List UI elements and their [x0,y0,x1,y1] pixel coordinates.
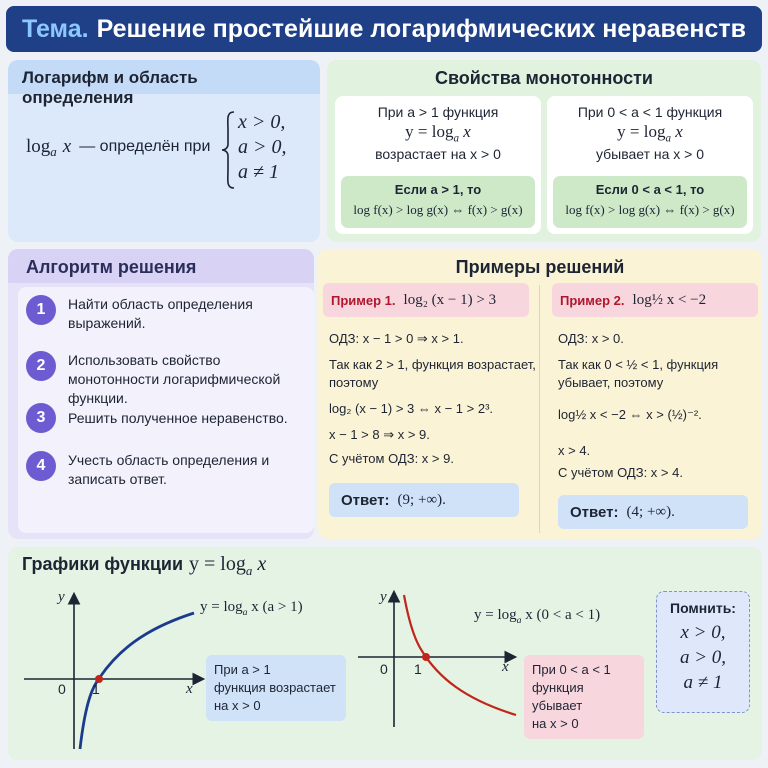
g1-y-label: y [58,589,65,605]
example-2-line: убывает, поэтому [558,375,664,390]
dec-rule: log f(x) > log g(x) ⇔ f(x) > g(x) [565,202,735,217]
dec-formula-main: y = log [617,122,666,141]
condition-a-ne1: a ≠ 1 [238,161,279,183]
monotonicity-title: Свойства монотонности [434,68,653,88]
g2-zero: 0 [380,661,388,677]
example-2-line: С учётом ОДЗ: x > 4. [558,465,683,480]
remember-title: Помнить: [670,600,736,616]
g1-zero: 0 [58,681,66,697]
example-1-label: Пример 1. [331,292,396,308]
step-number: 1 [26,295,56,325]
example-2 [552,283,758,533]
page-header [6,6,762,52]
example-2-line: log½ x < −2 ⇔ x > (½)⁻². [558,407,702,422]
remember-conditions [657,620,749,695]
examples-title: Примеры решений [455,257,625,277]
example-2-line: Так как 0 < ½ < 1, функция [558,357,719,372]
g1-label-base: a [242,607,248,618]
g1-label [200,599,303,618]
g2-note [524,655,644,739]
graphs-title [22,553,266,579]
domain-expression [26,136,210,158]
inc-formula-base: a [453,132,460,145]
step-1 [26,295,308,333]
g1-note-line: При a > 1 [214,662,271,677]
answer-value: (4; +∞). [626,503,675,520]
g1-label-main: y = log [200,599,243,615]
example-1-line: log₂ (x − 1) > 3 ⇔ x − 1 > 2³. [329,401,494,416]
answer-value: (9; +∞). [397,491,446,508]
g1-label-rest: x (a > 1) [247,599,303,615]
example-2-problem: log½ x < −2 [632,291,707,308]
dec-line1: При 0 < a < 1 функция [577,104,723,120]
examples-card [318,249,762,539]
dec-formula [547,122,753,144]
g1-note [206,655,346,721]
step-text: Учесть область определения и записать ответ. [68,452,270,487]
g2-label-main: y = log [474,607,517,623]
step-text: Решить полученное неравенство. [68,410,288,426]
example-2-label: Пример 2. [560,292,625,308]
g1-note-line: на x > 0 [214,698,261,713]
remember-item: a ≠ 1 [683,672,723,693]
g1-one: 1 [92,681,100,697]
example-1-problem: log₂ (x − 1) > 3 [403,291,497,308]
step-2 [26,351,308,408]
step-text: Использовать свойство монотонности логарифмической функции. [68,352,281,406]
algorithm-steps [18,287,314,533]
example-1-line: ОДЗ: x − 1 > 0 ⇒ x > 1. [329,331,464,346]
inc-rule-title: Если a > 1, то [394,182,482,197]
g2-x-label: x [502,659,509,675]
header-title: Решение простейшие логарифмических неравенств [96,14,747,43]
algorithm-title: Алгоритм решения [8,249,314,283]
monotonicity-card [327,60,761,242]
g1-note-line: функция возрастает [214,680,336,695]
example-1-line: x − 1 > 8 ⇒ x > 9. [329,427,430,442]
g2-y-label: y [380,589,387,605]
example-2-header [552,283,758,317]
g2-label [474,607,600,626]
dec-formula-base: a [665,132,672,145]
step-3 [26,403,308,433]
graphs-title-text: Графики функции [22,554,184,574]
g2-note-line: на x > 0 [532,716,579,731]
dec-rule-box [553,176,747,228]
example-1 [323,283,536,533]
example-1-header [323,283,529,317]
brace-icon [220,110,236,190]
inc-line1: При a > 1 функция [377,104,499,120]
dec-formula-arg: x [671,122,683,141]
example-2-line: x > 4. [558,443,591,458]
remember-item: a > 0, [679,647,727,668]
example-1-line: С учётом ОДЗ: x > 9. [329,451,454,466]
domain-conditions [238,110,287,185]
algorithm-card [8,249,314,539]
answer-label: Ответ: [570,503,619,521]
example-2-answer [558,495,748,529]
graphs-formula-main: y = log [189,553,246,575]
inc-rule-box [341,176,535,228]
g2-note-line: При 0 < a < 1 [532,662,611,677]
dec-line3: убывает на x > 0 [595,146,705,163]
example-1-line: Так как 2 > 1, функция возрастает, [329,357,536,372]
g2-one: 1 [414,661,422,677]
step-number: 2 [26,351,56,381]
example-1-answer [329,483,519,517]
domain-title: Логарифм и область определения [8,60,320,94]
decreasing-box [547,96,753,234]
log-arg: x [62,136,72,157]
remember-item: x > 0, [680,622,726,643]
domain-card [8,60,320,242]
g1-x-label: x [186,681,193,697]
header-label: Тема. [21,14,89,43]
condition-x: x > 0, [238,111,286,133]
inc-formula-arg: x [459,122,471,141]
graphs-title-formula [189,553,266,579]
graphs-formula-base: a [245,563,253,578]
remember-box [656,591,750,713]
example-1-line: поэтому [329,375,379,390]
g2-note-line: функция убывает [532,680,584,713]
inc-line3: возрастает на x > 0 [375,146,501,163]
graphs-card [8,547,762,760]
step-number: 3 [26,403,56,433]
g2-label-base: a [516,615,522,626]
dec-rule-title: Если 0 < a < 1, то [595,182,705,197]
examples-divider [539,285,540,533]
g2-label-rest: x (0 < a < 1) [521,607,601,623]
log-base: a [50,144,57,159]
step-number: 4 [26,451,56,481]
answer-label: Ответ: [341,491,390,509]
step-4 [26,451,308,489]
log-text: log [26,136,51,157]
example-2-line: ОДЗ: x > 0. [558,331,624,346]
step-text: Найти область определения выражений. [68,296,253,331]
domain-text: — определён при [79,138,211,155]
increasing-box [335,96,541,234]
inc-rule: log f(x) > log g(x) ⇔ f(x) > g(x) [353,202,523,217]
inc-formula [335,122,541,144]
graphs-formula-arg: x [252,553,267,575]
point-1-0 [422,653,430,661]
condition-a-pos: a > 0, [238,136,287,158]
inc-formula-main: y = log [405,122,454,141]
